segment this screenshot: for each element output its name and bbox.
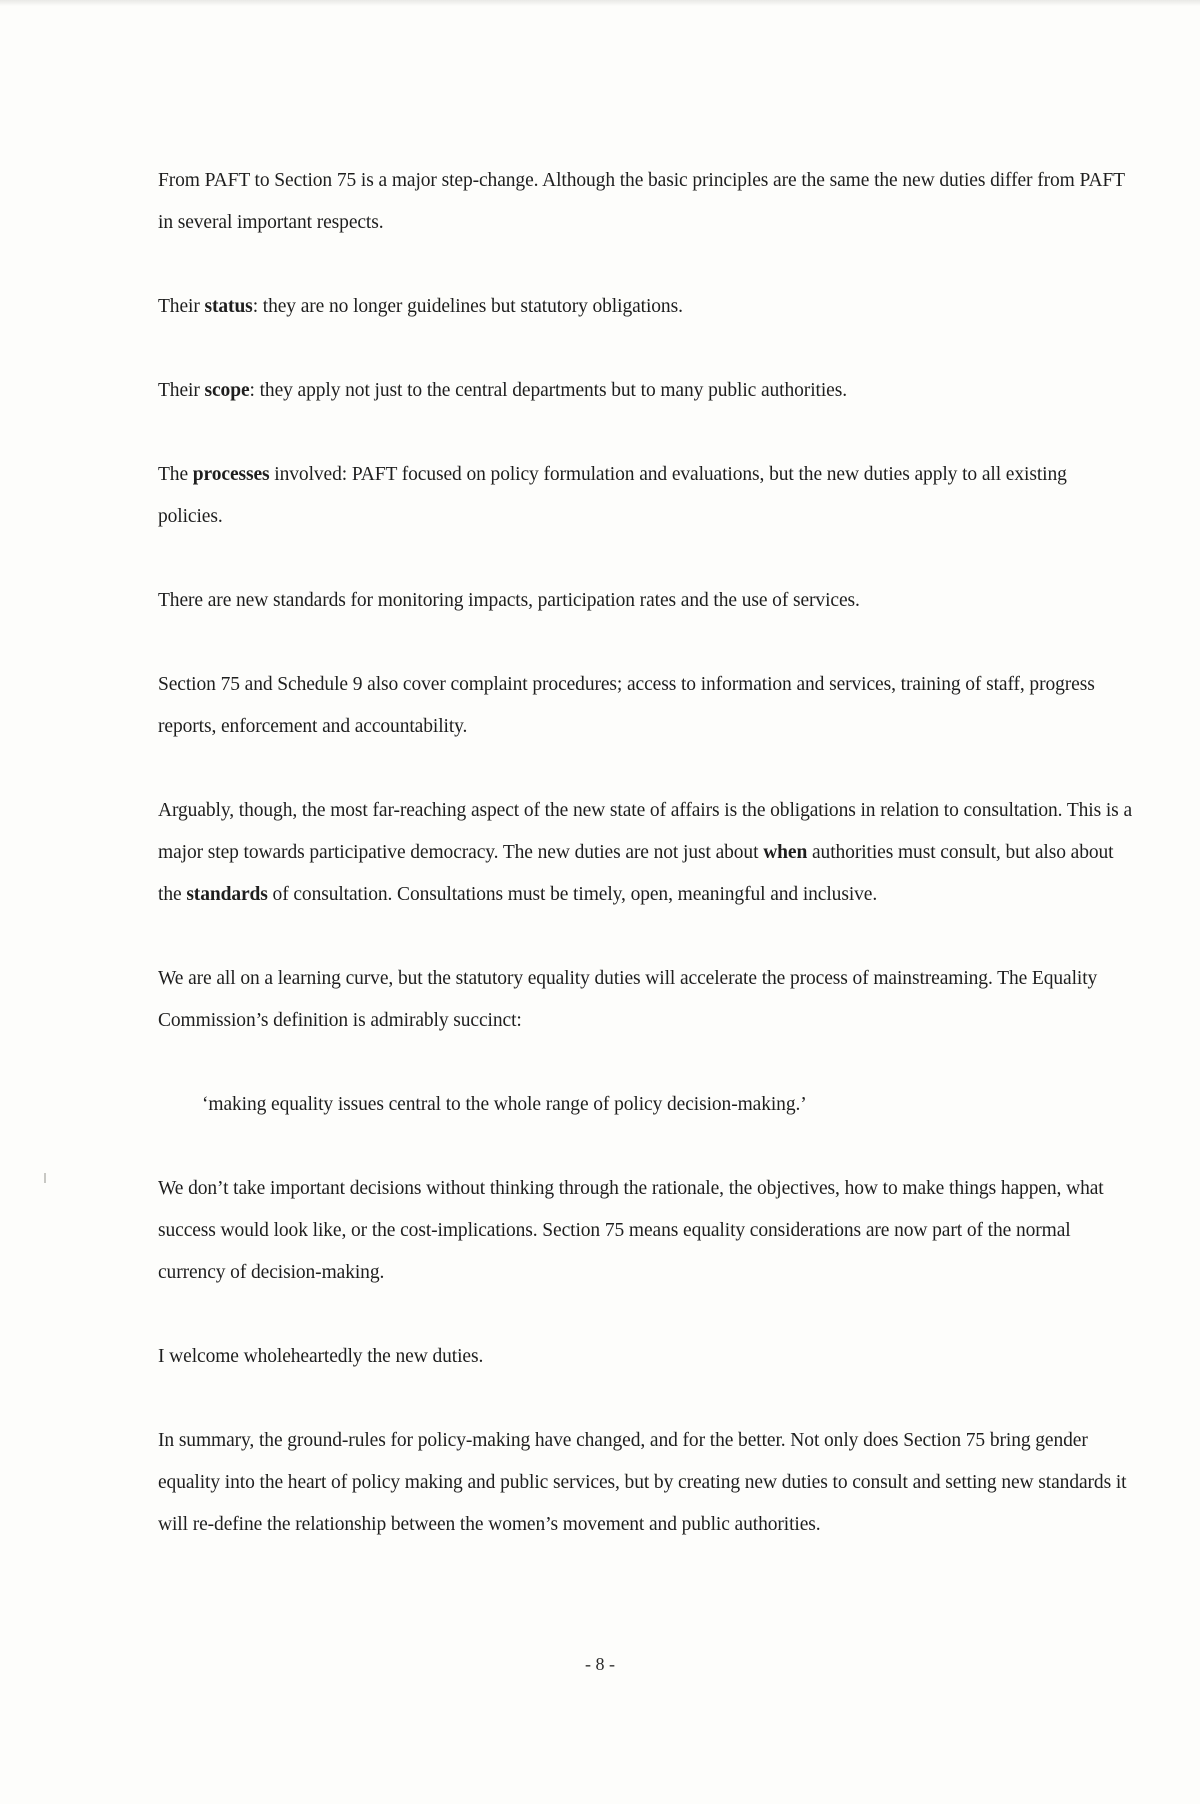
emphasis-processes: processes	[192, 464, 270, 485]
emphasis-scope: scope	[204, 380, 250, 401]
paragraph-text: I welcome wholeheartedly the new duties.	[158, 1346, 484, 1367]
quote-text: ‘making equality issues central to the whole range of policy decision-making.’	[202, 1094, 807, 1115]
paragraph-rest: involved: PAFT focused on policy formulation and evaluations, but the new duties apply to all existing policies.	[158, 464, 1067, 527]
emphasis-standards: standards	[186, 884, 268, 905]
paragraph-text: Section 75 and Schedule 9 also cover complaint procedures; access to information and services, training of staff, progress reports, enforcement and accountability.	[158, 674, 1095, 737]
paragraph-text: There are new standards for monitoring impacts, participation rates and the use of services.	[158, 590, 860, 611]
paragraph-text: Arguably, though, the most far-reaching aspect of the new state of affairs is the obligations in relation to consultation. This is a major step towards participative democracy. The new duties are not just about	[158, 800, 1132, 863]
paragraph-text: authorities must consult, but also about the	[158, 842, 1114, 905]
scan-margin-mark	[44, 1173, 46, 1183]
paragraph-scope	[158, 370, 1133, 412]
paragraph-text: of consultation. Consultations must be timely, open, meaningful and inclusive.	[267, 884, 878, 905]
quoted-definition	[158, 1084, 1133, 1126]
paragraph-text: We are all on a learning curve, but the statutory equality duties will accelerate the process of mainstreaming. The Equality Commission’s definition is admirably succinct:	[158, 968, 1098, 1031]
paragraph-processes	[158, 454, 1133, 538]
paragraph-lead: Their	[158, 296, 205, 317]
document-body	[158, 160, 1133, 1588]
paragraph-decisions	[158, 1168, 1133, 1294]
paragraph-schedule-9	[158, 664, 1133, 748]
paragraph-intro	[158, 160, 1133, 244]
paragraph-mainstreaming	[158, 958, 1133, 1042]
paragraph-rest: : they apply not just to the central departments but to many public authorities.	[249, 380, 847, 401]
paragraph-consultation	[158, 790, 1133, 916]
paragraph-standards	[158, 580, 1133, 622]
emphasis-status: status	[204, 296, 253, 317]
paragraph-text: From PAFT to Section 75 is a major step-change. Although the basic principles are the same the new duties differ from PAFT in several important respects.	[158, 170, 1125, 233]
paragraph-welcome	[158, 1336, 1133, 1378]
paragraph-text: We don’t take important decisions without thinking through the rationale, the objectives, how to make things happen, what success would look like, or the cost-implications. Section 75 means equality considerations are now part of the normal currency of decision-making.	[158, 1178, 1104, 1283]
paragraph-lead: Their	[158, 380, 205, 401]
paragraph-rest: : they are no longer guidelines but statutory obligations.	[252, 296, 683, 317]
paragraph-text: In summary, the ground-rules for policy-making have changed, and for the better. Not only does Section 75 bring gender equality into the heart of policy making and public services, but by creating new duties to consult and setting new standards it will re-define the relationship between the women’s movement and public authorities.	[158, 1430, 1127, 1535]
paragraph-status	[158, 286, 1133, 328]
page-number: - 8 -	[585, 1654, 615, 1674]
emphasis-when: when	[763, 842, 808, 863]
paragraph-lead: The	[158, 464, 193, 485]
paragraph-summary	[158, 1420, 1133, 1546]
